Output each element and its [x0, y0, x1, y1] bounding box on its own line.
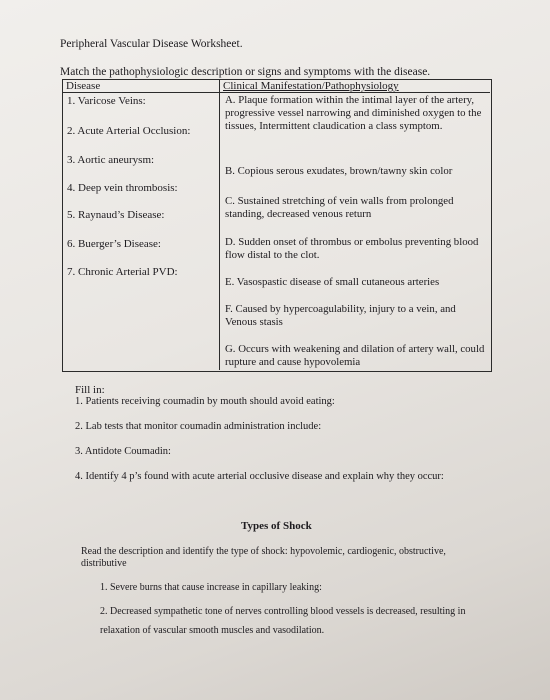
manifestation-item: C. Sustained stretching of vein walls from prolonged standing, decreased venous return	[225, 195, 454, 220]
manifestation-item: F. Caused by hypercoagulability, injury to a vein, and Venous stasis	[225, 303, 456, 328]
disease-item: 4. Deep vein thrombosis:	[67, 182, 178, 194]
manifestation-item: B. Copious serous exudates, brown/tawny skin color	[225, 165, 453, 177]
fill-in-question: 3. Antidote Coumadin:	[75, 446, 171, 457]
manifestation-item: E. Vasospastic disease of small cutaneous arteries	[225, 276, 440, 288]
table-header-divider	[62, 92, 490, 93]
disease-item: 5. Raynaud’s Disease:	[67, 209, 165, 221]
disease-item: 2. Acute Arterial Occlusion:	[67, 125, 191, 137]
manifestation-item: D. Sudden onset of thrombus or embolus preventing blood flow distal to the clot.	[225, 236, 479, 261]
matching-instruction: Match the pathophysiologic description or signs and symptoms with the disease.	[60, 66, 431, 78]
fill-in-title: Fill in:	[75, 384, 105, 396]
shock-section-title: Types of Shock	[241, 520, 312, 532]
fill-in-question: 1. Patients receiving coumadin by mouth should avoid eating:	[75, 396, 335, 407]
shock-question: 1. Severe burns that cause increase in capillary leaking:	[100, 582, 322, 593]
disease-item: 3. Aortic aneurysm:	[67, 154, 155, 166]
manifestation-item: G. Occurs with weakening and dilation of artery wall, could rupture and cause hypovolemia	[225, 343, 485, 368]
table-column-divider	[219, 79, 220, 370]
fill-in-question: 4. Identify 4 p’s found with acute arterial occlusive disease and explain why they occur:	[75, 471, 444, 482]
table-header-manifestation: Clinical Manifestation/Pathophysiology	[223, 80, 399, 92]
disease-item: 1. Varicose Veins:	[67, 95, 146, 107]
worksheet-title: Peripheral Vascular Disease Worksheet.	[60, 38, 243, 50]
fill-in-question: 2. Lab tests that monitor coumadin administration include:	[75, 421, 322, 432]
shock-question: 2. Decreased sympathetic tone of nerves controlling blood vessels is decreased, resulting in relaxation of vascular smooth muscles and vasodilation.	[100, 606, 466, 636]
manifestation-item: A. Plaque formation within the intimal layer of the artery, progressive vessel narrowing and diminished oxygen to the tissues, Intermittent claudication a class symptom.	[225, 94, 482, 132]
disease-item: 7. Chronic Arterial PVD:	[67, 266, 178, 278]
disease-item: 6. Buerger’s Disease:	[67, 238, 161, 250]
shock-instruction: Read the description and identify the type of shock: hypovolemic, cardiogenic, obstructive, distributive	[81, 546, 446, 569]
table-header-disease: Disease	[66, 80, 101, 92]
